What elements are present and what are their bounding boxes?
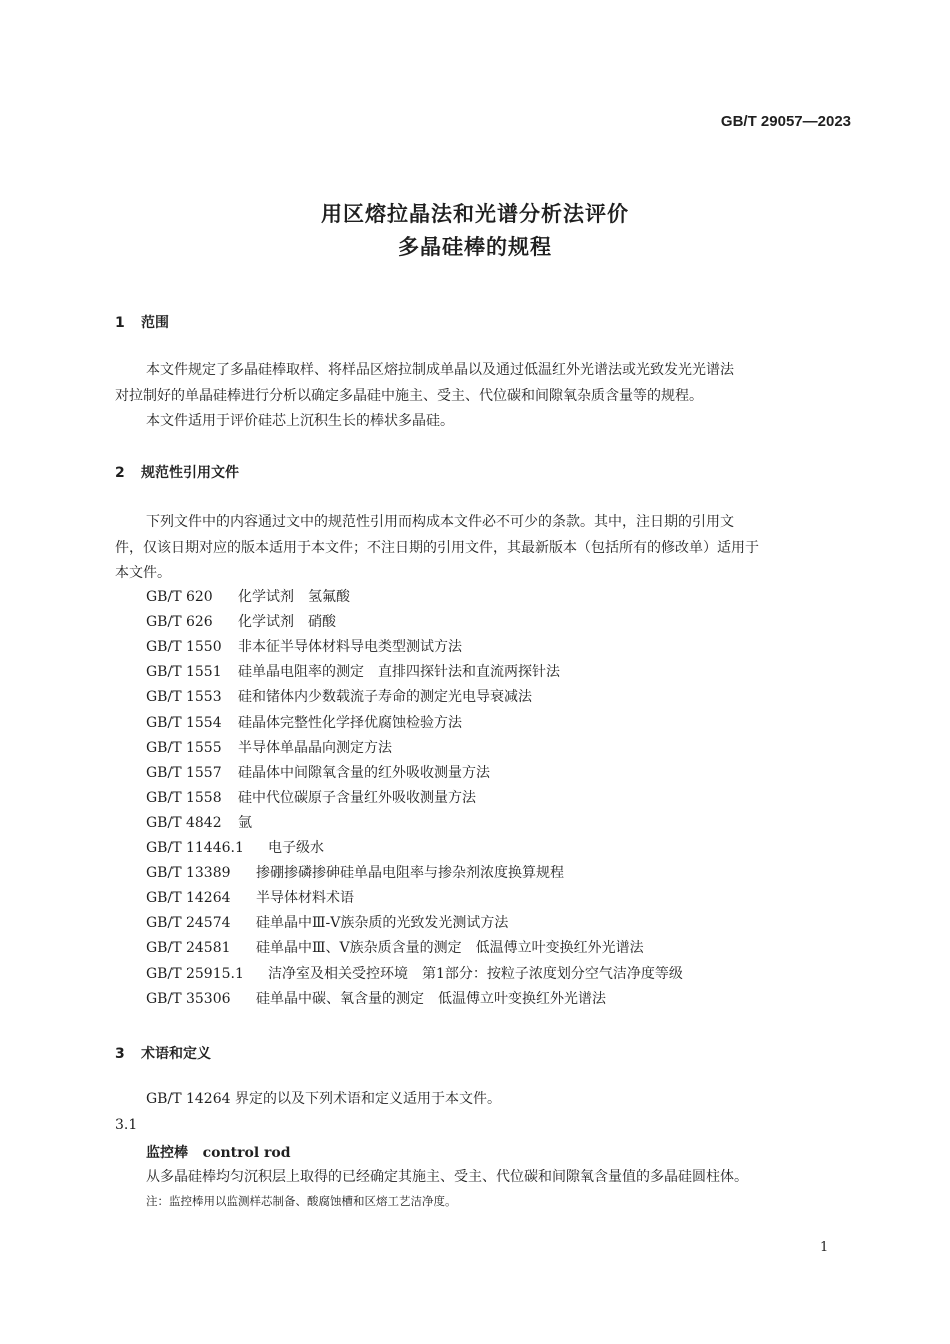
paragraph-line: 本文件。	[115, 565, 171, 581]
reference-code: GB/T 1551	[146, 664, 222, 681]
reference-item	[146, 762, 490, 782]
reference-title: 硅和锗体内少数载流子寿命的测定光电导衰减法	[238, 689, 532, 706]
reference-item	[146, 912, 508, 932]
reference-title: 电子级水	[268, 840, 324, 856]
reference-code: GB/T 24574	[146, 915, 231, 932]
reference-code: GB/T 1550	[146, 639, 222, 656]
document-title-line1: 用区熔拉晶法和光谱分析法评价	[321, 202, 629, 226]
term-definition: 从多晶硅棒均匀沉积层上取得的已经确定其施主、受主、代位碳和间隙氧含量值的多晶硅圆柱体。	[146, 1169, 748, 1185]
reference-item	[146, 812, 252, 832]
reference-item	[146, 586, 350, 606]
term-entry	[146, 1142, 291, 1162]
term-chinese: 监控棒	[146, 1145, 188, 1161]
reference-item	[146, 988, 606, 1008]
reference-item	[146, 787, 476, 807]
reference-item	[146, 887, 354, 907]
reference-title: 硅单晶中Ⅲ、Ⅴ族杂质含量的测定 低温傅立叶变换红外光谱法	[256, 940, 644, 957]
section-number: 2	[115, 465, 125, 481]
reference-title: 掺硼掺磷掺砷硅单晶电阻率与掺杂剂浓度换算规程	[256, 865, 564, 882]
reference-item	[146, 737, 392, 757]
reference-item	[146, 661, 560, 681]
section-1-heading	[115, 312, 169, 332]
reference-title: 硅单晶中碳、氧含量的测定 低温傅立叶变换红外光谱法	[256, 990, 606, 1007]
reference-item	[146, 712, 462, 732]
section-title: 规范性引用文件	[141, 465, 239, 481]
paragraph-line: 本文件规定了多晶硅棒取样、将样品区熔拉制成单晶以及通过低温红外光谱法或光致发光光谱法	[146, 362, 734, 378]
reference-item	[146, 636, 462, 656]
reference-code: GB/T 13389	[146, 865, 231, 882]
reference-item	[146, 963, 683, 983]
reference-code: GB/T 25915.1	[146, 965, 244, 982]
reference-code: GB/T 1558	[146, 789, 222, 806]
paragraph-line: 对拉制好的单晶硅棒进行分析以确定多晶硅中施主、受主、代位碳和间隙氧杂质含量等的规程。	[115, 388, 703, 404]
reference-title: 化学试剂 氢氟酸	[238, 589, 350, 605]
reference-code: GB/T 14264	[146, 890, 231, 907]
reference-code: GB/T 1557	[146, 764, 222, 781]
reference-title: 硅单晶中Ⅲ-Ⅴ族杂质的光致发光测试方法	[256, 915, 509, 932]
reference-code: GB/T 620	[146, 589, 213, 605]
page-number: 1	[820, 1240, 829, 1255]
reference-title: 非本征半导体材料导电类型测试方法	[238, 639, 462, 656]
paragraph-line: GB/T 14264 界定的以及下列术语和定义适用于本文件。	[146, 1091, 501, 1107]
paragraph-line: 本文件适用于评价硅芯上沉积生长的棒状多晶硅。	[146, 413, 454, 429]
document-title-line2: 多晶硅棒的规程	[398, 235, 552, 259]
reference-title: 氩	[238, 814, 252, 831]
reference-item	[146, 837, 324, 857]
section-number: 3	[115, 1046, 125, 1062]
reference-code: GB/T 4842	[146, 814, 222, 831]
reference-code: GB/T 1554	[146, 714, 222, 731]
reference-title: 洁净室及相关受控环境 第1部分：按粒子浓度划分空气洁净度等级	[268, 965, 683, 982]
standard-number: GB/T 29057—2023	[720, 113, 851, 130]
section-3-heading	[115, 1043, 211, 1063]
reference-code: GB/T 626	[146, 614, 213, 631]
section-number: 1	[115, 315, 125, 331]
section-title: 范围	[141, 315, 169, 331]
reference-item	[146, 611, 336, 631]
reference-title: 硅晶体中间隙氧含量的红外吸收测量方法	[238, 764, 490, 781]
section-2-heading	[115, 462, 239, 482]
reference-item	[146, 686, 532, 706]
reference-title: 半导体材料术语	[256, 890, 354, 907]
reference-code: GB/T 35306	[146, 990, 231, 1007]
reference-title: 硅晶体完整性化学择优腐蚀检验方法	[238, 714, 462, 731]
term-number: 3.1	[115, 1117, 138, 1133]
reference-item	[146, 862, 564, 882]
reference-code: GB/T 11446.1	[146, 840, 244, 856]
reference-code: GB/T 1555	[146, 739, 222, 756]
reference-item	[146, 937, 644, 957]
reference-title: 硅单晶电阻率的测定 直排四探针法和直流两探针法	[238, 664, 560, 681]
reference-code: GB/T 24581	[146, 940, 231, 957]
reference-title: 硅中代位碳原子含量红外吸收测量方法	[238, 789, 476, 806]
reference-title: 半导体单晶晶向测定方法	[238, 739, 392, 756]
term-note: 注：监控棒用以监测样芯制备、酸腐蚀槽和区熔工艺洁净度。	[146, 1194, 457, 1208]
paragraph-line: 下列文件中的内容通过文中的规范性引用而构成本文件必不可少的条款。其中，注日期的引用文	[146, 514, 734, 530]
reference-code: GB/T 1553	[146, 689, 222, 706]
paragraph-line: 件，仅该日期对应的版本适用于本文件；不注日期的引用文件，其最新版本（包括所有的修改单）适用于	[115, 540, 759, 556]
section-title: 术语和定义	[141, 1046, 211, 1062]
reference-title: 化学试剂 硝酸	[238, 614, 336, 631]
term-english: control rod	[202, 1145, 291, 1161]
